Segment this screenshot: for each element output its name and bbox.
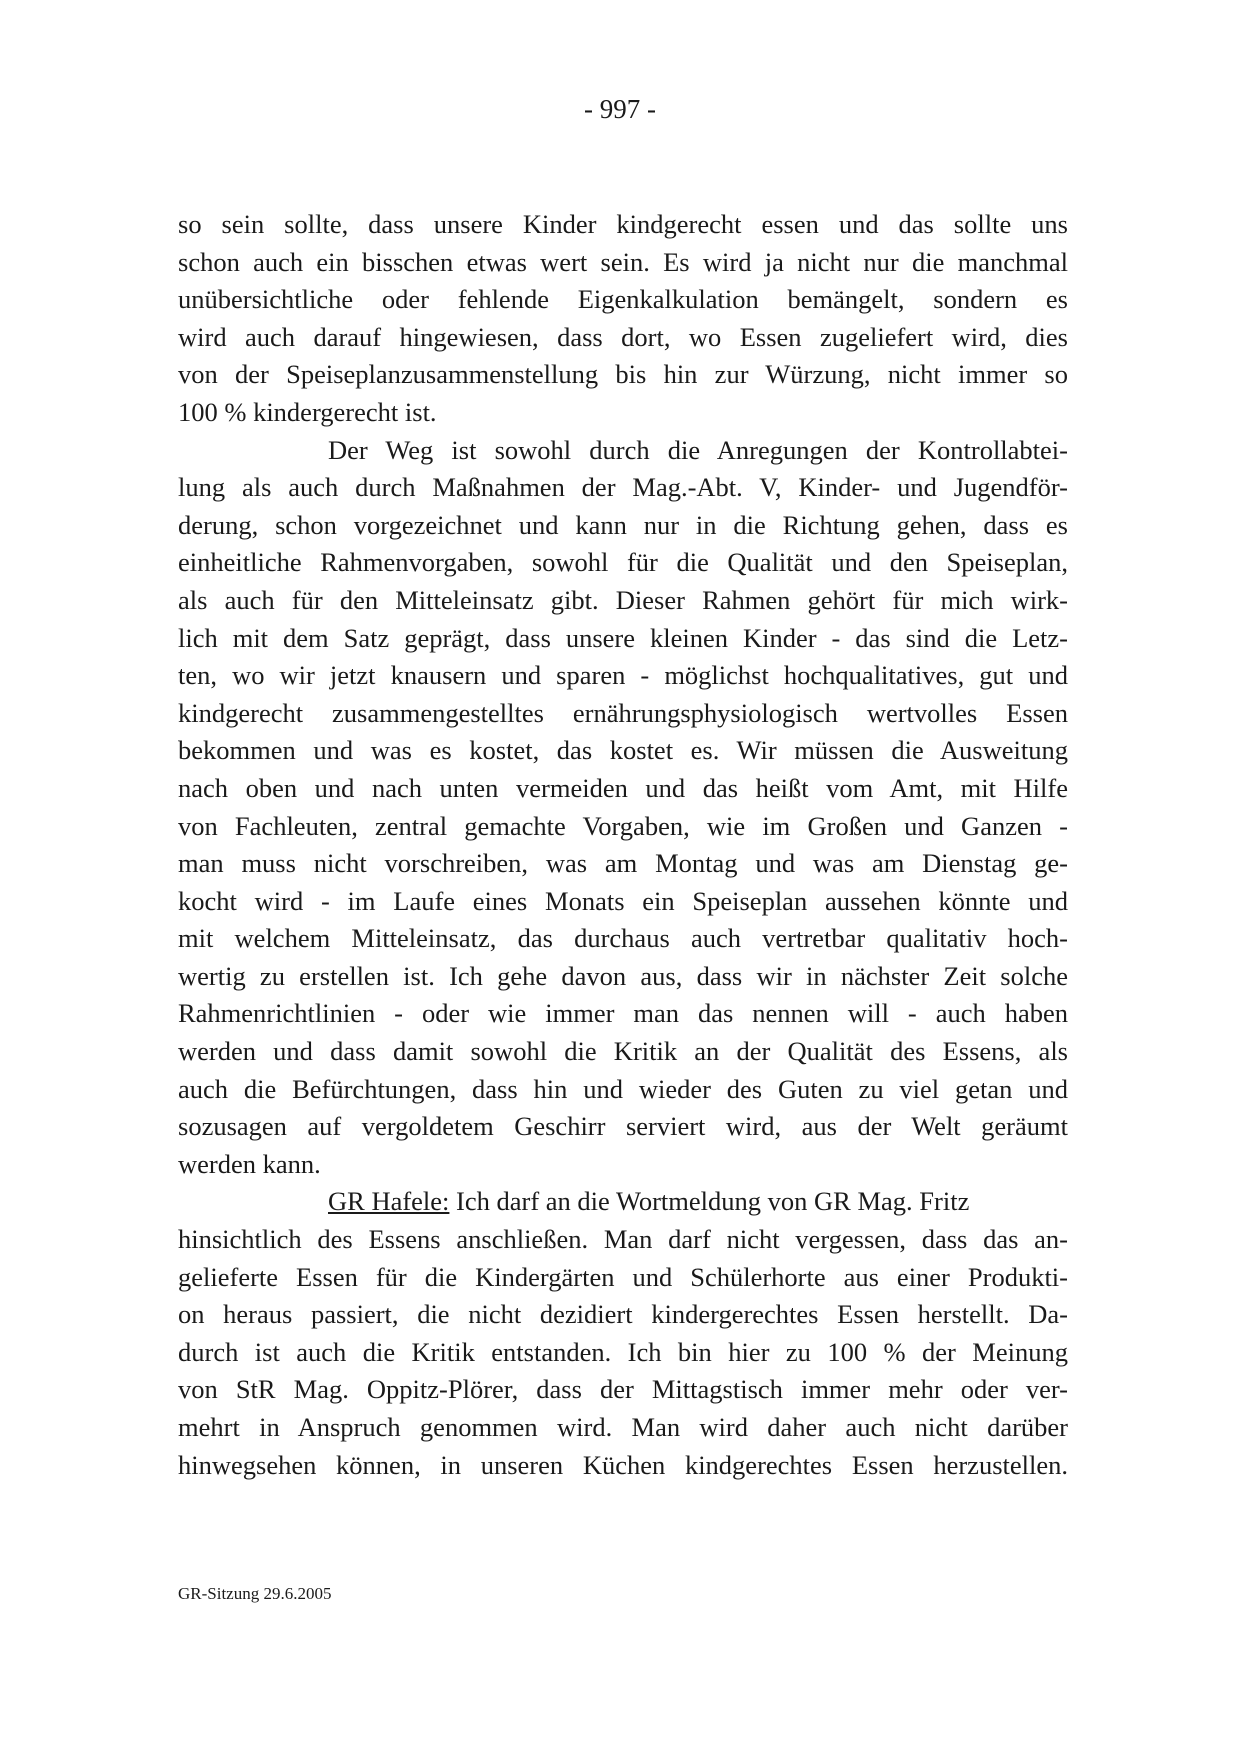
- text-line: durch ist auch die Kritik entstanden. Ich bin hier zu 100 % der Meinung: [178, 1336, 1068, 1367]
- text-line: einheitliche Rahmenvorgaben, sowohl für die Qualität und den Speiseplan,: [178, 547, 1068, 578]
- text-line: lich mit dem Satz geprägt, dass unsere kleinen Kinder - das sind die Letz-: [178, 622, 1068, 653]
- text-line: sozusagen auf vergoldetem Geschirr serviert wird, aus der Welt geräumt: [178, 1111, 1068, 1142]
- text-line: wird auch darauf hingewiesen, dass dort, wo Essen zugeliefert wird, dies: [178, 321, 1068, 352]
- text-line: schon auch ein bisschen etwas wert sein. Es wird ja nicht nur die manchmal: [178, 246, 1068, 277]
- text-line: mehrt in Anspruch genommen wird. Man wird daher auch nicht darüber: [178, 1412, 1068, 1442]
- text-line: nach oben und nach unten vermeiden und das heißt vom Amt, mit Hilfe: [178, 772, 1068, 803]
- text-line: on heraus passiert, die nicht dezidiert kindergerechtes Essen herstellt. Da-: [178, 1299, 1068, 1330]
- text-line: 100 % kindergerecht ist.: [178, 396, 437, 427]
- text-line: kocht wird - im Laufe eines Monats ein Speiseplan aussehen könnte und: [178, 885, 1068, 916]
- text-line: lung als auch durch Maßnahmen der Mag.-Abt. V, Kinder- und Jugendför-: [178, 472, 1068, 503]
- text-line: Der Weg ist sowohl durch die Anregungen der Kontrollabtei-: [328, 434, 1068, 465]
- text-line: gelieferte Essen für die Kindergärten und Schülerhorte aus einer Produkti-: [178, 1261, 1068, 1292]
- text-line: werden und dass damit sowohl die Kritik an der Qualität des Essens, als: [178, 1036, 1068, 1067]
- document-body: [178, 206, 1068, 1484]
- text-line: hinwegsehen können, in unseren Küchen kindgerechtes Essen herzustellen.: [178, 1449, 1068, 1480]
- text-line: derung, schon vorgezeichnet und kann nur in die Richtung gehen, dass es: [178, 509, 1068, 540]
- text-line: als auch für den Mitteleinsatz gibt. Dieser Rahmen gehört für mich wirk-: [178, 584, 1068, 615]
- text-line: man muss nicht vorschreiben, was am Montag und was am Dienstag ge-: [178, 848, 1068, 879]
- text-line: bekommen und was es kostet, das kostet es. Wir müssen die Ausweitung: [178, 735, 1068, 766]
- text-line: ten, wo wir jetzt knausern und sparen - möglichst hochqualitatives, gut und: [178, 660, 1068, 691]
- speaker-line: [178, 1183, 1068, 1221]
- text-line: von der Speiseplanzusammenstellung bis hin zur Würzung, nicht immer so: [178, 359, 1068, 390]
- page-number: - 997 -: [584, 94, 656, 124]
- text-line: mit welchem Mitteleinsatz, das durchaus auch vertretbar qualitativ hoch-: [178, 923, 1068, 954]
- speaker-text: Ich darf an die Wortmeldung von GR Mag. Fritz: [456, 1186, 970, 1217]
- text-line: kindgerecht zusammengestelltes ernährungsphysiologisch wertvolles Essen: [178, 697, 1068, 728]
- text-line: wertig zu erstellen ist. Ich gehe davon aus, dass wir in nächster Zeit solche: [178, 960, 1068, 991]
- text-line: auch die Befürchtungen, dass hin und wieder des Guten zu viel getan und: [178, 1073, 1068, 1104]
- text-line: werden kann.: [178, 1148, 321, 1179]
- text-line: Rahmenrichtlinien - oder wie immer man das nennen will - auch haben: [178, 998, 1068, 1029]
- footer-session-date: GR-Sitzung 29.6.2005: [178, 1584, 332, 1603]
- text-line: von StR Mag. Oppitz-Plörer, dass der Mittagstisch immer mehr oder ver-: [178, 1374, 1068, 1405]
- text-line: von Fachleuten, zentral gemachte Vorgaben, wie im Großen und Ganzen -: [178, 810, 1068, 841]
- speaker-name: GR Hafele:: [328, 1186, 450, 1217]
- text-line: hinsichtlich des Essens anschließen. Man darf nicht vergessen, dass das an-: [178, 1224, 1068, 1255]
- text-line: so sein sollte, dass unsere Kinder kindgerecht essen und das sollte uns: [178, 209, 1068, 239]
- text-line: unübersichtliche oder fehlende Eigenkalkulation bemängelt, sondern es: [178, 284, 1068, 315]
